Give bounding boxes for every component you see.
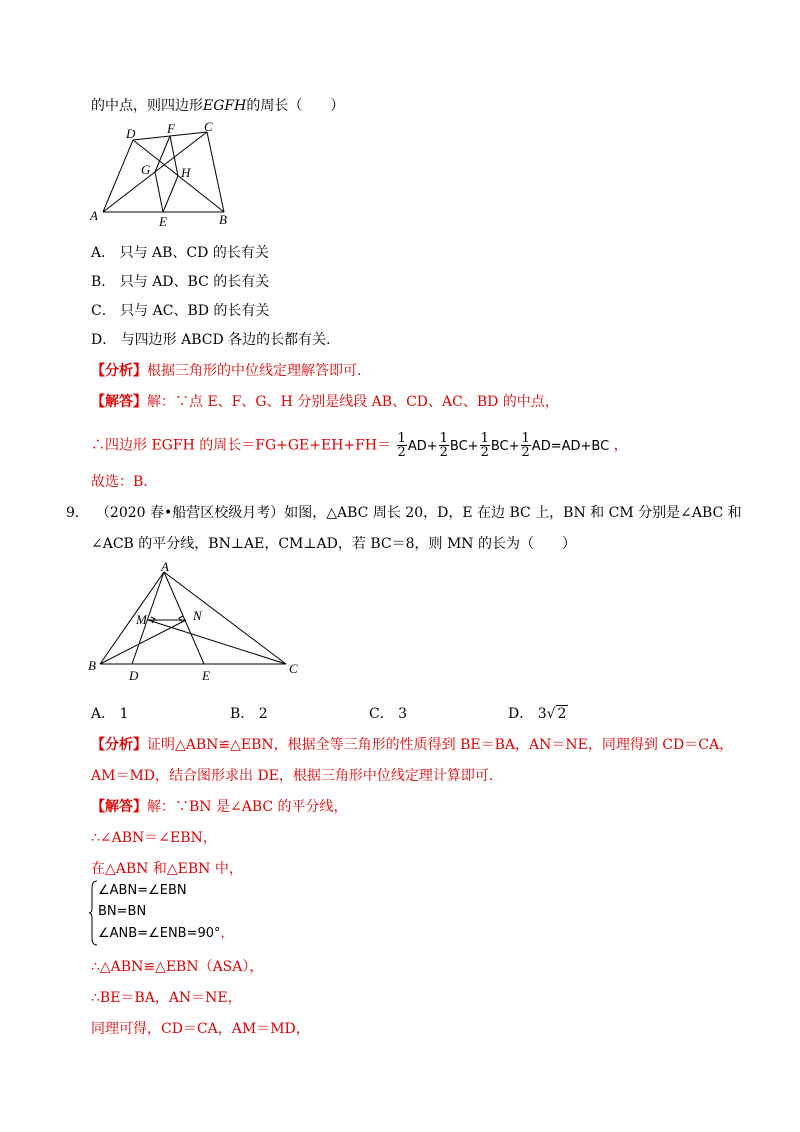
q8-option-d xyxy=(91,330,340,350)
q8-label-e: E xyxy=(159,214,167,229)
answer-prefix: ∴四边形 EGFH 的周长＝FG+GE+EH+FH＝ xyxy=(91,437,392,454)
q9-label-m: M xyxy=(136,612,147,627)
q9-option-c xyxy=(369,704,407,724)
q8-option-a xyxy=(91,243,269,263)
q9-right-angle-n xyxy=(179,616,183,622)
fraction xyxy=(439,432,449,459)
formula-term: BC+ xyxy=(490,438,520,454)
q9-option-letter: B． xyxy=(230,706,255,722)
q8-option-letter: B． xyxy=(91,274,116,290)
q8-label-g: G xyxy=(141,162,151,177)
q8-stem xyxy=(91,96,344,116)
q9-answer-line4: ∴△ABN≌△EBN（ASA）， xyxy=(91,959,264,975)
q8-label-h: H xyxy=(181,165,191,180)
q9-edge-ab xyxy=(100,572,164,664)
q8-label-f: F xyxy=(167,121,175,136)
q9-answer-line3: 在△ABN 和△EBN 中， xyxy=(91,861,243,877)
q9-answer-line5: ∴BE＝BA，AN＝NE， xyxy=(91,990,242,1006)
q8-option-text: 只与 AD、BC 的长有关 xyxy=(119,274,270,290)
fraction xyxy=(480,432,490,459)
q9-option-letter: D． xyxy=(508,706,534,722)
answer-tag: 【解答】 xyxy=(91,799,147,815)
formula-term: AD+ xyxy=(407,438,438,454)
formula-term: AD=AD+BC xyxy=(531,438,610,454)
frac-num: 1 xyxy=(521,431,530,446)
q9-seg-cm xyxy=(148,620,286,664)
system-suffix: ， xyxy=(220,925,234,940)
q9-label-e: E xyxy=(202,668,210,683)
system-eq-1: ∠ABN=∠EBN xyxy=(98,883,187,898)
frac-den: 2 xyxy=(439,445,448,460)
frac-num: 1 xyxy=(480,431,489,446)
answer-text: 解：∵点 E、F、G、H 分别是线段 AB、CD、AC、BD 的中点， xyxy=(147,394,559,410)
q8-label-a: A xyxy=(90,208,98,223)
q9-option-a xyxy=(91,704,129,724)
q8-analysis xyxy=(91,361,371,381)
answer-tag: 【解答】 xyxy=(91,394,147,410)
q9-label-b: B xyxy=(88,658,96,673)
q9-stem-line1 xyxy=(66,503,742,523)
q9-option-text: 1 xyxy=(119,706,129,722)
system-lines xyxy=(98,880,234,944)
q8-option-letter: A． xyxy=(91,245,116,261)
system-eq-2: BN=BN xyxy=(98,904,147,919)
q8-option-letter: D． xyxy=(91,332,117,348)
q8-label-c: C xyxy=(204,120,213,134)
q8-option-b xyxy=(91,272,269,292)
q8-label-b: B xyxy=(219,212,227,227)
sqrt-radicand: 2 xyxy=(557,706,567,722)
analysis-tag: 【分析】 xyxy=(91,363,147,379)
q8-answer-line2 xyxy=(91,432,628,459)
frac-den: 2 xyxy=(521,445,530,460)
q9-number: 9． xyxy=(66,505,89,521)
frac-den: 2 xyxy=(397,445,406,460)
q8-stem-quad: EGFH xyxy=(203,98,247,114)
q9-answer-line1 xyxy=(91,797,348,817)
q9-label-n: N xyxy=(193,608,202,623)
q8-option-text: 与四边形 ABCD 各边的长都有关． xyxy=(120,332,341,348)
q8-conclusion: 故选：B． xyxy=(91,474,158,490)
perimeter-formula xyxy=(396,431,614,460)
q8-option-text: 只与 AB、CD 的长有关 xyxy=(119,245,269,261)
q9-stem-text: （2020 春•船营区校级月考）如图，△ABC 周长 20，D，E 在边 BC 上，BN 和 CM 分别是∠ABC 和 xyxy=(102,505,742,521)
frac-num: 1 xyxy=(397,431,406,446)
q8-label-d: D xyxy=(126,126,136,141)
frac-den: 2 xyxy=(480,445,489,460)
q9-option-b xyxy=(230,704,268,724)
sqrt-sign: √ xyxy=(546,706,556,722)
q9-option-letter: C． xyxy=(369,706,394,722)
q9-option-text: 3 xyxy=(398,706,408,722)
frac-num: 1 xyxy=(439,431,448,446)
q9-analysis-line2: AM＝MD，结合图形求出 DE，根据三角形中位线定理计算即可． xyxy=(91,768,503,784)
q8-option-text: 只与 AC、BD 的长有关 xyxy=(120,303,270,319)
q9-label-d: D xyxy=(129,668,139,683)
q9-answer-line6: 同理可得，CD＝CA，AM＝MD， xyxy=(91,1021,310,1037)
q8-figure xyxy=(88,120,248,230)
q8-seg-he xyxy=(163,176,178,212)
answer-suffix: ， xyxy=(613,437,628,454)
q9-option-d xyxy=(508,704,568,724)
q9-stem-line2: ∠ACB 的平分线，BN⊥AE，CM⊥AD，若 BC＝8，则 MN 的长为（ ） xyxy=(91,536,576,552)
analysis-tag: 【分析】 xyxy=(91,737,147,753)
system-eq-3-row xyxy=(98,922,234,944)
brace xyxy=(88,880,98,946)
fraction xyxy=(521,432,531,459)
fraction xyxy=(397,432,407,459)
q8-edge-da xyxy=(103,140,133,212)
q9-label-c: C xyxy=(289,661,298,676)
q8-answer-line1 xyxy=(91,392,559,412)
analysis-text: 根据三角形的中位线定理解答即可． xyxy=(147,363,371,379)
q9-label-a: A xyxy=(161,560,169,574)
formula-term: BC+ xyxy=(449,438,479,454)
q8-stem-end: 的周长（ ） xyxy=(246,98,345,114)
system-eq-3: ∠ANB=∠ENB=90° xyxy=(98,926,221,941)
analysis-text: 证明△ABN≌△EBN，根据全等三角形的性质得到 BE＝BA，AN＝NE，同理得到 CD＝CA， xyxy=(147,737,734,753)
q9-figure xyxy=(86,560,306,685)
q9-option-letter: A． xyxy=(91,706,116,722)
q8-option-letter: C． xyxy=(91,303,116,319)
q9-option-text: 3 xyxy=(537,706,547,722)
q9-option-text: 2 xyxy=(258,706,268,722)
answer-text: 解：∵BN 是∠ABC 的平分线， xyxy=(147,799,348,815)
q8-seg-eg xyxy=(155,172,163,212)
q8-stem-text: 的中点，则四边形 xyxy=(91,98,203,114)
q9-answer-line2: ∴∠ABN＝∠EBN， xyxy=(91,830,217,846)
q9-analysis-line1 xyxy=(91,735,733,755)
q8-option-c xyxy=(91,301,269,321)
q9-edge-ca xyxy=(164,572,286,664)
